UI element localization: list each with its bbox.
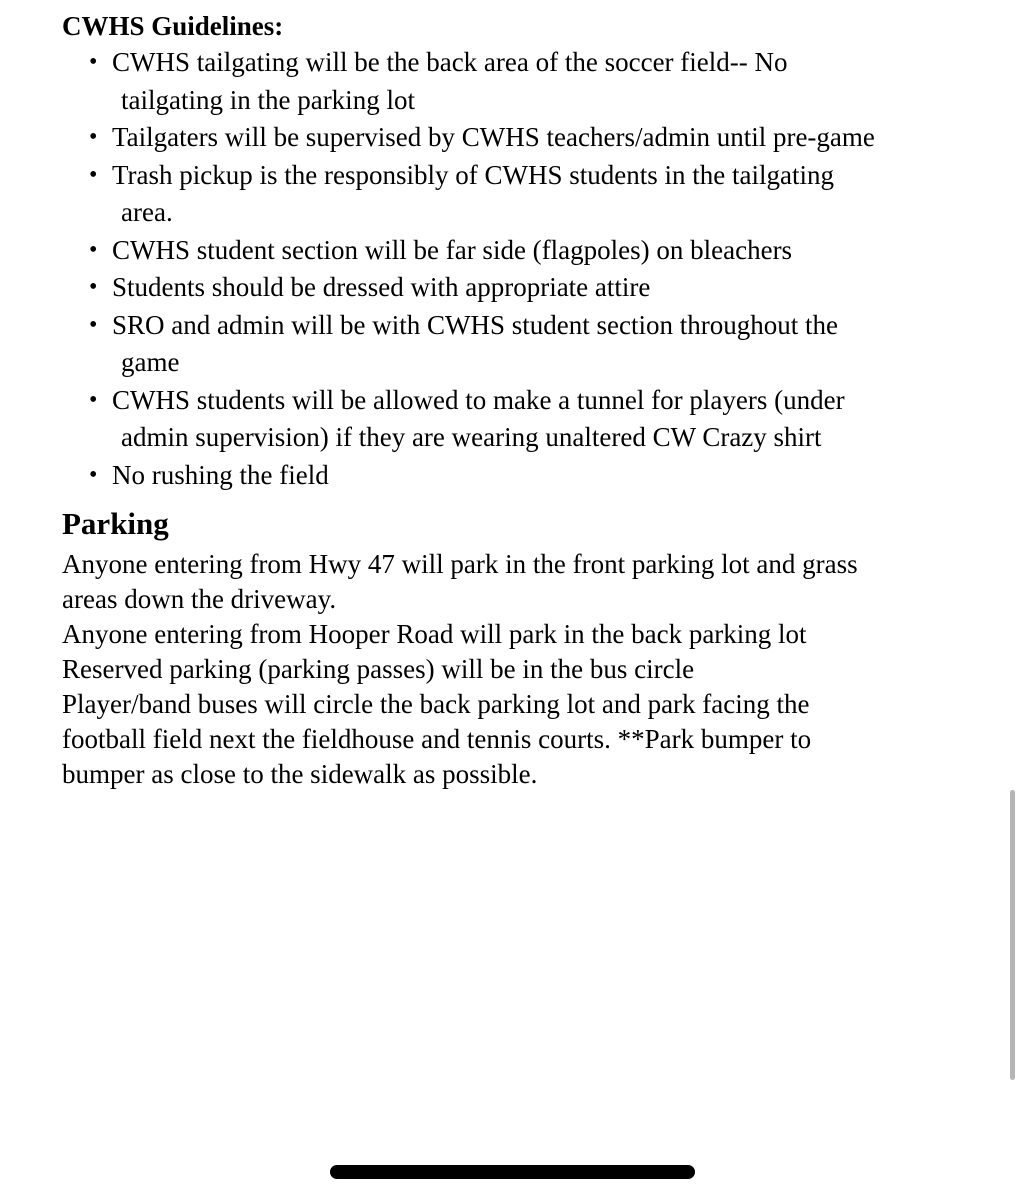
parking-paragraph (62, 547, 982, 792)
list-item (0, 457, 1023, 495)
bullet-icon: • (89, 311, 98, 338)
bullet-icon: • (89, 386, 98, 413)
list-item (0, 269, 1023, 307)
home-indicator[interactable] (330, 1165, 695, 1179)
parking-text-line: Anyone entering from Hwy 47 will park in the front parking lot and grass (62, 549, 858, 579)
cut-off-text-fragment (160, 0, 250, 4)
bullet-icon: • (89, 49, 98, 75)
parking-heading: Parking (62, 506, 169, 541)
list-item-text: CWHS tailgating will be the back area of the soccer field-- No (112, 47, 788, 77)
parking-text-line: Anyone entering from Hooper Road will park in the back parking lot (62, 619, 807, 649)
parking-text-line: Reserved parking (parking passes) will be in the bus circle (62, 654, 695, 684)
guidelines-list (0, 44, 1023, 494)
vertical-scrollbar[interactable] (1010, 790, 1015, 1080)
list-item-text: Students should be dressed with appropriate attire (112, 272, 651, 302)
parking-text-line: areas down the driveway. (62, 584, 337, 614)
list-item (0, 382, 1023, 457)
list-item-text: Trash pickup is the responsibly of CWHS students in the tailgating (112, 159, 834, 190)
list-item-text: CWHS students will be allowed to make a tunnel for players (under (112, 384, 845, 415)
bullet-icon: • (89, 161, 98, 188)
list-item-text: SRO and admin will be with CWHS student section throughout the (112, 309, 838, 340)
bullet-icon: • (89, 236, 98, 263)
list-item-text: No rushing the field (112, 459, 329, 490)
list-item-text: CWHS student section will be far side (flagpoles) on bleachers (112, 234, 793, 265)
list-item (0, 119, 1023, 157)
list-item (0, 307, 1023, 382)
list-item-text: admin supervision) if they are wearing unaltered CW Crazy shirt (121, 422, 822, 452)
list-item (0, 44, 1023, 119)
list-item-text: area. (121, 197, 173, 227)
list-item-text: game (121, 347, 180, 377)
bullet-icon: • (89, 461, 98, 488)
parking-text-line: football field next the fieldhouse and tennis courts. **Park bumper to (62, 724, 812, 754)
parking-text-line: Player/band buses will circle the back parking lot and park facing the (62, 689, 810, 719)
list-item (0, 232, 1023, 270)
parking-text-line: bumper as close to the sidewalk as possible. (62, 759, 538, 789)
list-item-text: Tailgaters will be supervised by CWHS teachers/admin until pre-game (112, 122, 875, 152)
bullet-icon: • (89, 124, 98, 150)
guidelines-heading: CWHS Guidelines: (62, 11, 284, 41)
list-item-text: tailgating in the parking lot (121, 84, 415, 115)
bullet-icon: • (89, 274, 98, 300)
list-item (0, 157, 1023, 232)
